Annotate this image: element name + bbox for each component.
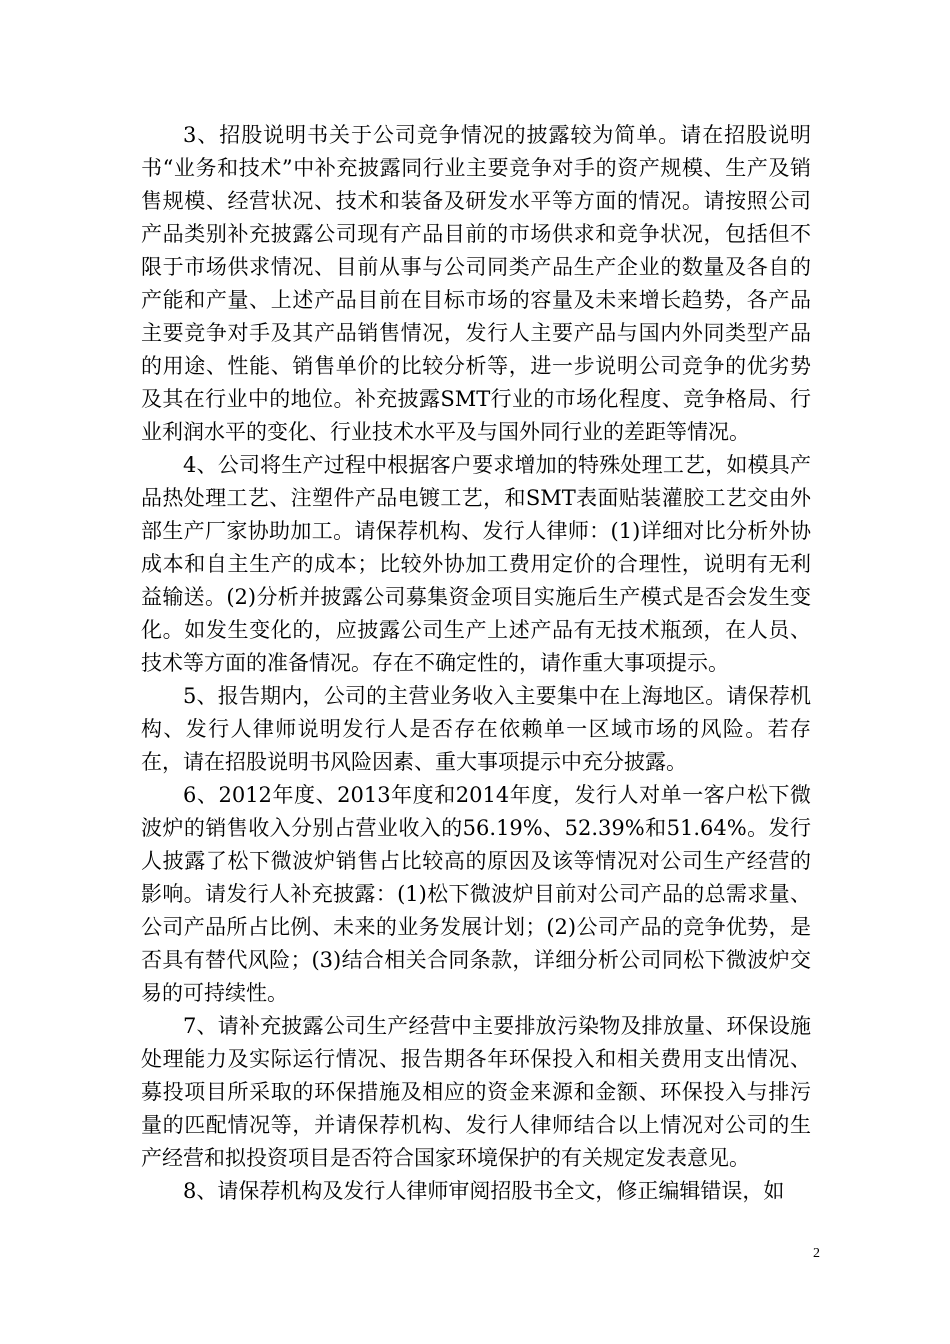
paragraph-item-3: 3、招股说明书关于公司竞争情况的披露较为简单。请在招股说明书“业务和技术”中补充披露同行业主要竞争对手的资产规模、生产及销售规模、经营状况、技术和装备及研发水平等方面的情况。请按照公司产品类别补充披露公司现有产品目前的市场供求和竞争状况，包括但不限于市场供求情况、目前从事与公司同类产品生产企业的数量及各自的产能和产量、上述产品目前在目标市场的容量及未来增长趋势，各产品主要竞争对手及其产品销售情况，发行人主要产品与国内外同类型产品的用途、性能、销售单价的比较分析等，进一步说明公司竞争的优劣势及其在行业中的地位。补充披露SMT行业的市场化程度、竞争格局、行业利润水平的变化、行业技术水平及与国外同行业的差距等情况。 bbox=[141, 123, 811, 444]
paragraph-item-5: 5、报告期内，公司的主营业务收入主要集中在上海地区。请保荐机构、发行人律师说明发行人是否存在依赖单一区域市场的风险。若存在，请在招股说明书风险因素、重大事项提示中充分披露。 bbox=[141, 684, 811, 774]
paragraph-item-8: 8、请保荐机构及发行人律师审阅招股书全文，修正编辑错误，如 bbox=[183, 1179, 785, 1203]
paragraph-item-7: 7、请补充披露公司生产经营中主要排放污染物及排放量、环保设施处理能力及实际运行情况、报告期各年环保投入和相关费用支出情况、募投项目所采取的环保措施及相应的资金来源和金额、环保投入与排污量的匹配情况等，并请保荐机构、发行人律师结合以上情况对公司的生产经营和拟投资项目是否符合国家环境保护的有关规定发表意见。 bbox=[141, 1014, 811, 1170]
page-number: 2 bbox=[813, 1246, 820, 1261]
paragraph-item-4: 4、公司将生产过程中根据客户要求增加的特殊处理工艺，如模具产品热处理工艺、注塑件产品电镀工艺，和SMT表面贴装灌胶工艺交由外部生产厂家协助加工。请保荐机构、发行人律师：(1)详细对比分析外协成本和自主生产的成本；比较外协加工费用定价的合理性，说明有无利益输送。(2)分析并披露公司募集资金项目实施后生产模式是否会发生变化。如发生变化的，应披露公司生产上述产品有无技术瓶颈，在人员、技术等方面的准备情况。存在不确定性的，请作重大事项提示。 bbox=[141, 453, 811, 675]
paragraph-item-6: 6、2012年度、2013年度和2014年度，发行人对单一客户松下微波炉的销售收入分别占营业收入的56.19%、52.39%和51.64%。发行人披露了松下微波炉销售占比较高的原因及该等情况对公司生产经营的影响。请发行人补充披露：(1)松下微波炉目前对公司产品的总需求量、公司产品所占比例、未来的业务发展计划；(2)公司产品的竞争优势，是否具有替代风险；(3)结合相关合同条款，详细分析公司同松下微波炉交易的可持续性。 bbox=[141, 783, 811, 1005]
document-body bbox=[141, 119, 811, 1208]
